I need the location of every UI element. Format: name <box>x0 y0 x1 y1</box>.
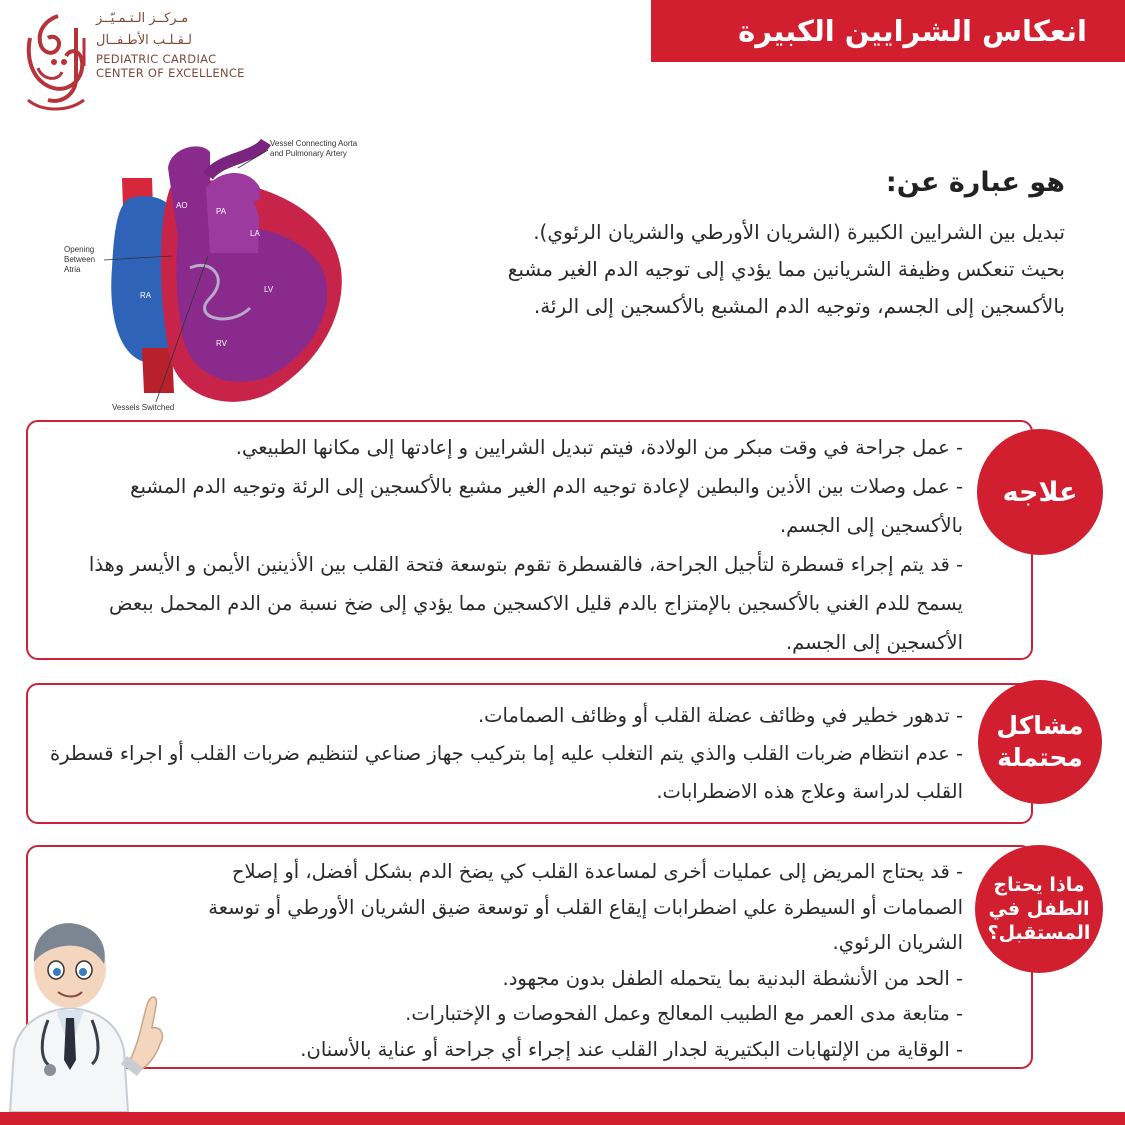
logo-arabic-line2: لـقـلـب الأطـفــال <box>96 33 192 48</box>
label-ra: RA <box>140 291 152 300</box>
doctor-tie <box>64 1018 76 1070</box>
label-opening-2: Between <box>64 255 96 264</box>
definition-line: بالأكسجين إلى الجسم، وتوجيه الدم المشبع بالأكسجين إلى الرئة. <box>533 294 1065 318</box>
future-list <box>203 854 963 1067</box>
ductus-vessel <box>208 142 266 176</box>
page-title: انعكاس الشرايين الكبيرة <box>738 14 1087 48</box>
heart-diagram <box>60 128 390 418</box>
label-opening-3: Atria <box>64 265 81 274</box>
label-lv: LV <box>264 285 274 294</box>
future-item: - قد يحتاج المريض إلى عمليات أخرى لمساعدة القلب كي يضخ الدم بشكل أفضل، أو إصلاح الصمامات أو السيطرة علي اضطرابات إيقاع القلب أو توسعة ضيق الشريان الأورطي أو توسعة الشريان الرئوي. <box>208 860 963 954</box>
doctor-pointing-hand <box>130 997 162 1070</box>
treatment-badge-label: علاجه <box>1002 476 1078 508</box>
label-ao: AO <box>176 201 188 210</box>
logo-calligraphy-icon <box>18 8 98 118</box>
bottom-accent-bar <box>0 1112 1125 1125</box>
logo-arabic-text <box>96 8 238 52</box>
future-item: - الحد من الأنشطة البدنية بما يتحمله الطفل بدون مجهود. <box>502 966 963 990</box>
definition-line: بحيث تنعكس وظيفة الشريانين مما يؤدي إلى توجيه الدم الغير مشبع <box>507 257 1065 281</box>
treatment-list <box>63 428 963 662</box>
stethoscope-chestpiece-icon <box>44 1064 56 1076</box>
treatment-badge <box>977 429 1103 555</box>
doctor-illustration <box>0 910 175 1112</box>
future-item: - الوقاية من الإلتهابات البكتيرية لجدار القلب عند إجراء أي جراحة أو عناية بالأسنان. <box>300 1037 963 1061</box>
label-vessel-connecting: Vessel Connecting Aorta <box>270 139 358 148</box>
future-badge <box>975 845 1103 973</box>
logo-english-line1: PEDIATRIC CARDIAC <box>96 52 217 66</box>
label-vessel-connecting-2: and Pulmonary Artery <box>270 149 347 158</box>
treatment-item: - عمل وصلات بين الأذين والبطين لإعادة توجيه الدم الغير مشبع بالأكسجين إلى الرئة وتوجيه الدم المشبع بالأكسجين إلى الجسم. <box>130 475 963 537</box>
future-item: - متابعة مدى العمر مع الطبيب المعالج وعمل الفحوصات و الإختبارات. <box>405 1002 963 1025</box>
label-pa: PA <box>216 207 227 216</box>
definition-text <box>365 214 1065 325</box>
pulmonary-artery <box>206 173 260 253</box>
problems-list <box>43 697 963 811</box>
problems-badge-label: مشاكل محتملة <box>996 711 1084 772</box>
logo-english-text <box>96 52 246 80</box>
logo-english-line2: CENTER OF EXCELLENCE <box>96 66 245 80</box>
label-la: LA <box>250 229 260 238</box>
inferior-vena-cava <box>142 348 174 393</box>
label-vessels-switched: Vessels Switched <box>112 403 175 412</box>
treatment-item: - قد يتم إجراء قسطرة لتأجيل الجراحة، فالقسطرة تقوم بتوسعة فتحة القلب بين الأذينين الأيمن و الأيسر وهذا يسمح للدم الغني بالأكسجين بالإمتزاج بالدم قليل الاكسجين مما يؤدي إلى ضخ نسبة من الدم المحمل ببعض الأكسجين إلى الجسم. <box>88 553 963 654</box>
problems-badge <box>978 680 1102 804</box>
problem-item: - عدم انتظام ضربات القلب والذي يتم التغلب عليه إما بتركيب جهاز صناعي لتنظيم ضربات القلب أو اجراء قسطرة القلب لدراسة وعلاج هذه الاضطرابات. <box>49 742 963 803</box>
logo-arabic-line1: مـركــز الـتـمـيّــز <box>96 11 189 26</box>
label-opening-1: Opening <box>64 245 95 254</box>
definition-title: هو عبارة عن: <box>885 167 1065 198</box>
label-rv: RV <box>216 339 227 348</box>
problem-item: - تدهور خطير في وظائف عضلة القلب أو وظائف الصمامات. <box>477 704 963 727</box>
future-badge-label: ماذا يحتاج الطفل في المستقبل؟ <box>987 874 1091 944</box>
treatment-item: - عمل جراحة في وقت مبكر من الولادة، فيتم تبديل الشرايين و إعادتها إلى مكانها الطبيعي. <box>235 436 963 459</box>
definition-line: تبديل بين الشرايين الكبيرة (الشريان الأورطي والشريان الرئوي). <box>533 220 1065 244</box>
page-title-banner <box>651 0 1125 62</box>
